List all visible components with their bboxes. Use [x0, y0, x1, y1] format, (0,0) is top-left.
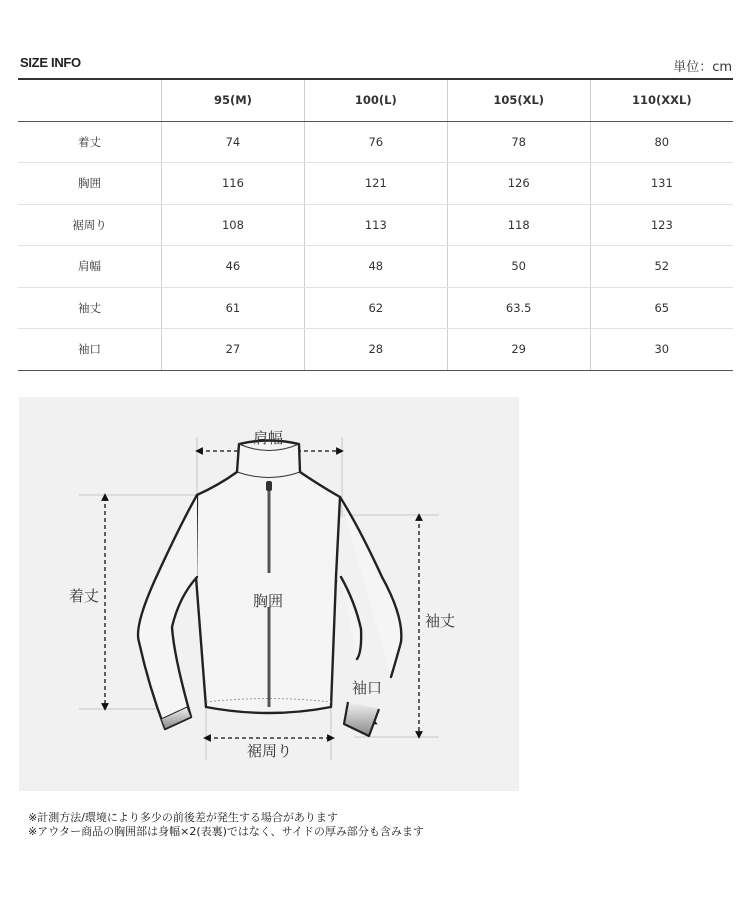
row-label: 袖口: [18, 329, 162, 371]
cell: 80: [590, 121, 733, 163]
table-row: [18, 204, 733, 246]
cell: 50: [447, 246, 590, 288]
cell: 63.5: [447, 287, 590, 329]
cell: 27: [162, 329, 305, 371]
cell: 131: [590, 163, 733, 205]
row-label: 着丈: [18, 121, 162, 163]
cell: 61: [162, 287, 305, 329]
cell: 76: [304, 121, 447, 163]
size-info-title: SIZE INFO: [20, 55, 81, 70]
cell: 78: [447, 121, 590, 163]
row-label: 袖丈: [18, 287, 162, 329]
row-label: 肩幅: [18, 246, 162, 288]
header-size-m: 95(M): [162, 79, 305, 121]
cell: 65: [590, 287, 733, 329]
cell: 48: [304, 246, 447, 288]
cell: 108: [162, 204, 305, 246]
size-table: [18, 78, 733, 371]
cell: 30: [590, 329, 733, 371]
table-row: [18, 287, 733, 329]
cell: 116: [162, 163, 305, 205]
cell: 113: [304, 204, 447, 246]
label-hem: 裾周り: [247, 742, 293, 760]
cell: 118: [447, 204, 590, 246]
measurement-diagram: [19, 397, 519, 791]
cell: 29: [447, 329, 590, 371]
label-shoulder-width: 肩幅: [253, 429, 284, 447]
table-row: [18, 163, 733, 205]
row-label: 胸囲: [18, 163, 162, 205]
header-size-xxl: 110(XXL): [590, 79, 733, 121]
cell: 74: [162, 121, 305, 163]
label-chest: 胸囲: [253, 592, 284, 610]
footnotes: [28, 811, 424, 839]
cell: 121: [304, 163, 447, 205]
label-body-length: 着丈: [69, 587, 100, 605]
footnote: ※アウター商品の胸囲部は身幅×2(表裏)ではなく、サイドの厚み部分も含みます: [28, 825, 424, 838]
cell: 52: [590, 246, 733, 288]
row-label: 裾周り: [18, 204, 162, 246]
table-row: [18, 329, 733, 371]
header-corner: [18, 79, 162, 121]
label-sleeve-length: 袖丈: [425, 612, 456, 630]
cell: 46: [162, 246, 305, 288]
cell: 28: [304, 329, 447, 371]
cell: 62: [304, 287, 447, 329]
header-size-l: 100(L): [304, 79, 447, 121]
table-row: [18, 121, 733, 163]
unit-label: 単位：cm: [673, 60, 732, 75]
cell: 123: [590, 204, 733, 246]
cell: 126: [447, 163, 590, 205]
table-row: [18, 246, 733, 288]
header-size-xl: 105(XL): [447, 79, 590, 121]
label-cuff: 袖口: [352, 679, 383, 697]
footnote: ※計測方法/環境により多少の前後差が発生する場合があります: [28, 811, 338, 824]
table-header-row: [18, 79, 733, 121]
